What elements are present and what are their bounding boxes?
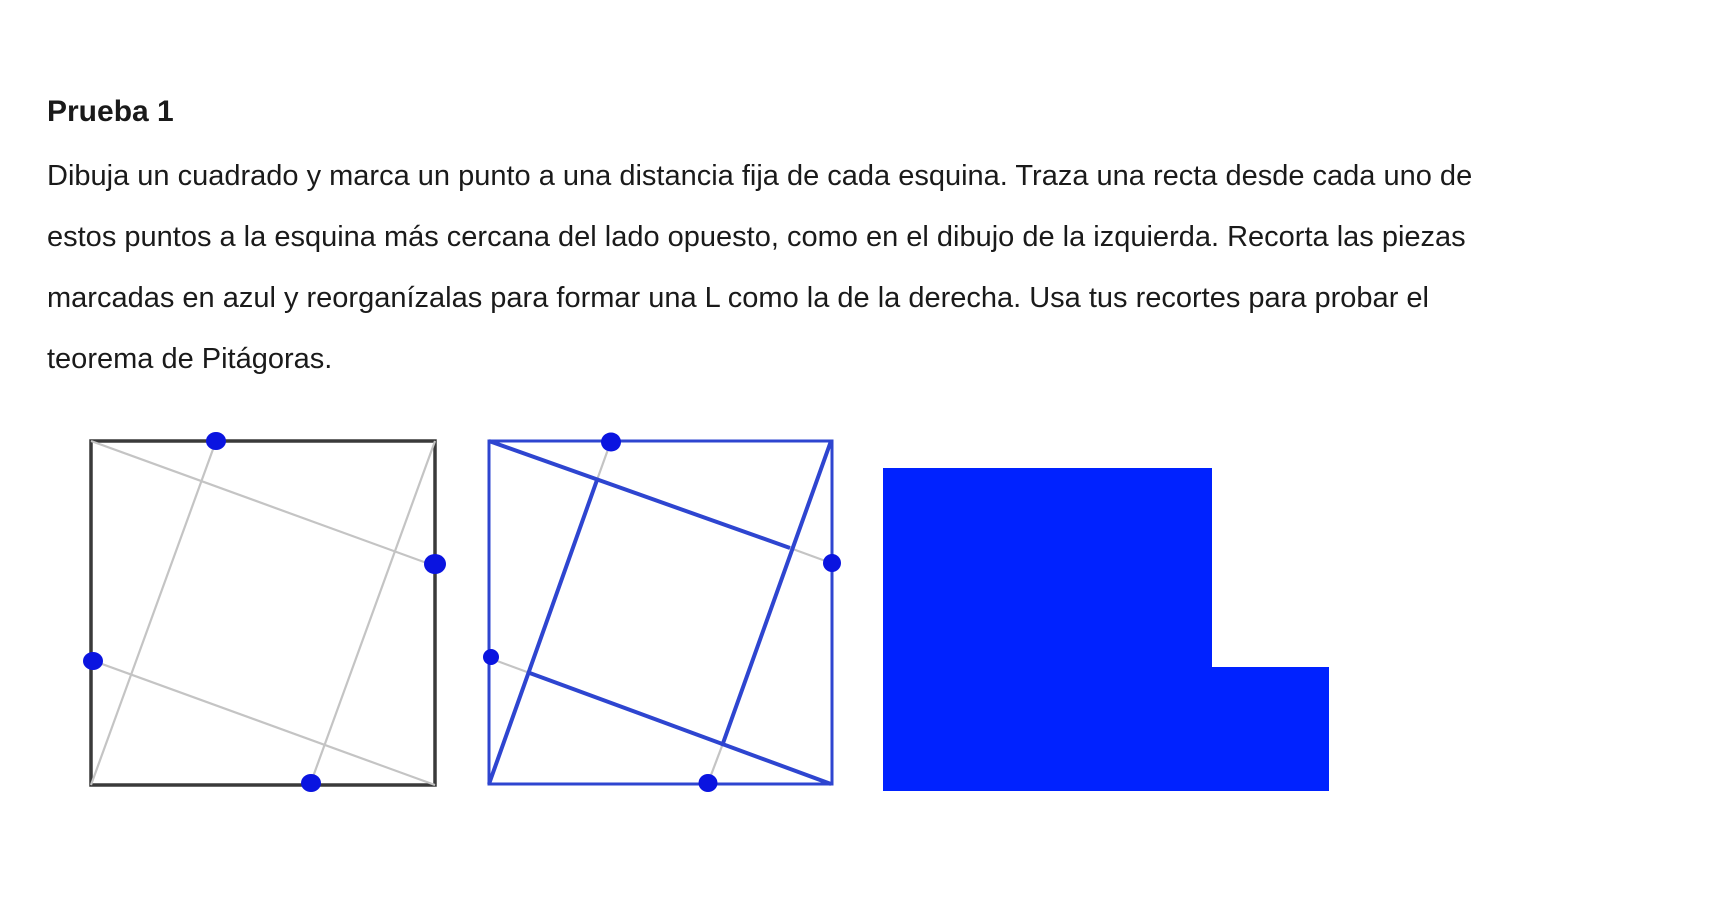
blue-marked-point-right [823, 554, 841, 572]
blue-marked-point-bottom [699, 774, 718, 792]
l-shape-figure [883, 468, 1329, 791]
blue-line-3 [527, 672, 831, 784]
blue-marked-point-top [601, 433, 621, 452]
instructions-line-1: Dibuja un cuadrado y marca un punto a una distancia fija de cada esquina. Traza una recta desde cada uno de [47, 160, 1473, 192]
marked-point-top [206, 432, 226, 450]
blue-square-outline [489, 441, 832, 784]
blue-pieces-square-figure [483, 433, 841, 793]
marked-point-left [83, 652, 103, 670]
instructions-line-2: estos puntos a la esquina más cercana del lado opuesto, como en el dibujo de la izquierda. Recorta las piezas [47, 221, 1466, 253]
blue-line-4 [489, 480, 597, 784]
l-shape [883, 468, 1329, 791]
blue-line-2 [722, 441, 831, 746]
instructions-line-4: teorema de Pitágoras. [47, 343, 333, 375]
instructions-line-3: marcadas en azul y reorganízalas para formar una L como la de la derecha. Usa tus recortes para probar el [47, 282, 1429, 314]
blue-marked-point-left [483, 649, 499, 665]
construction-square-figure [83, 432, 446, 792]
page-heading: Prueba 1 [47, 95, 174, 128]
construction-square-outline [91, 441, 435, 785]
guide-line-bottom-to-top-right [310, 441, 435, 785]
marked-point-right [424, 554, 446, 574]
guide-line-right-to-top-left [91, 441, 435, 566]
guide-line-left-to-bottom-right [91, 660, 435, 785]
blue-line-1 [489, 441, 790, 548]
guide-line-top-to-bottom-left [91, 441, 216, 785]
marked-point-bottom [301, 774, 321, 792]
